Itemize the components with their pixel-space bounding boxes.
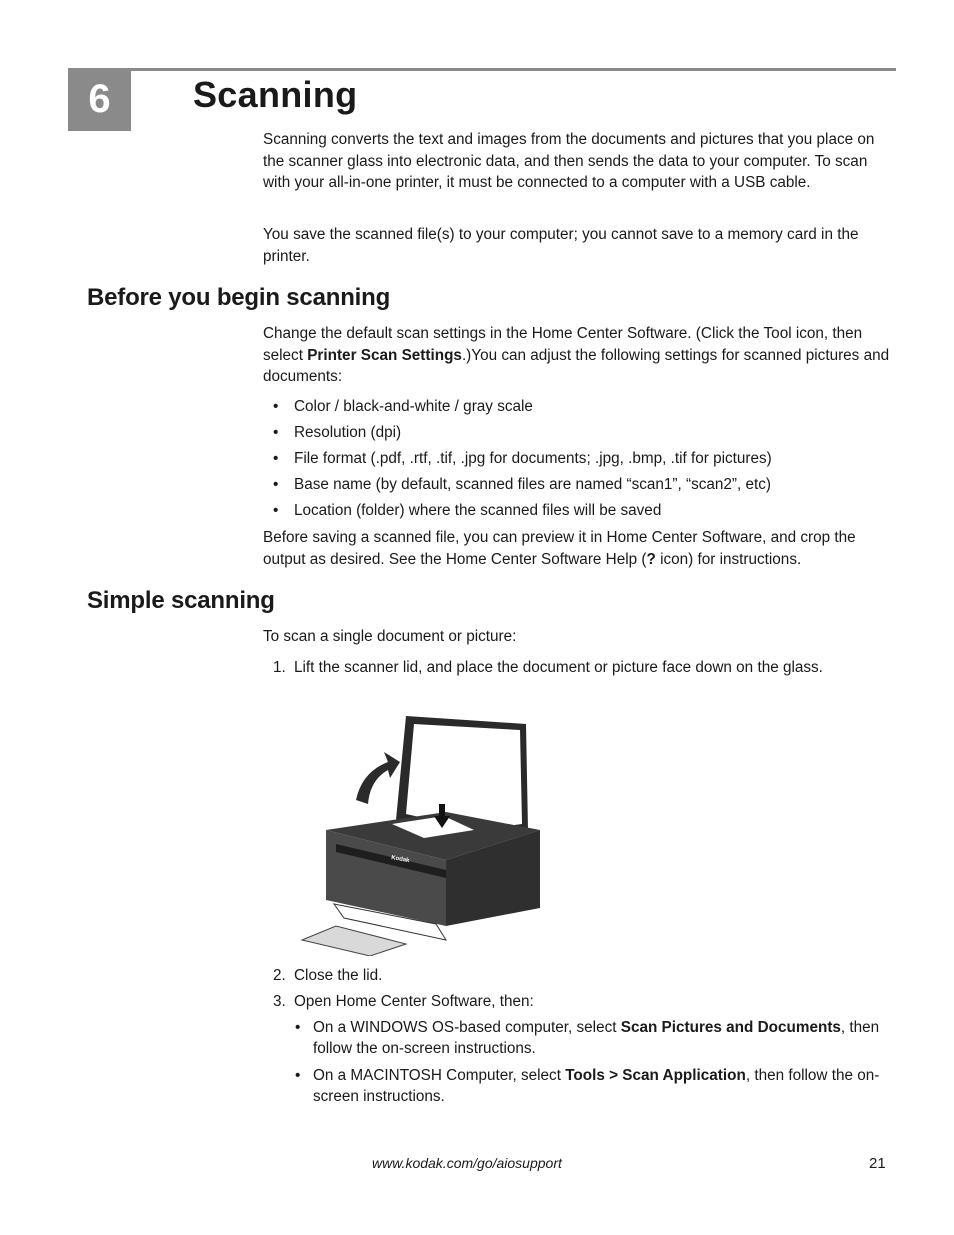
help-icon-label: ? bbox=[646, 550, 656, 568]
list-item bbox=[294, 1065, 897, 1108]
lift-arrow-icon bbox=[356, 752, 400, 804]
step-list-2 bbox=[263, 965, 897, 1113]
list-item bbox=[294, 1017, 897, 1060]
chapter-number-badge bbox=[68, 68, 131, 131]
page-number: 21 bbox=[869, 1155, 886, 1172]
list-item: • Location (folder) where the scanned files will be saved bbox=[263, 500, 897, 522]
step-text: Close the lid. bbox=[294, 967, 383, 984]
chapter-number: 6 bbox=[88, 77, 111, 121]
before-p2-end: icon) for instructions. bbox=[655, 550, 802, 568]
scan-settings-list bbox=[263, 396, 897, 526]
paper-tray bbox=[302, 926, 406, 956]
before-p1-end: .)You can adjust the following settings for scanned pictures and documents: bbox=[263, 346, 890, 385]
step-item bbox=[263, 657, 897, 679]
step-list-1 bbox=[263, 657, 897, 683]
step-item bbox=[263, 965, 897, 987]
scanner-illustration bbox=[296, 712, 548, 956]
sub-text: On a MACINTOSH Computer, select bbox=[313, 1066, 566, 1084]
sub-text: , then follow the on-screen instructions. bbox=[313, 1066, 880, 1105]
step-text: Lift the scanner lid, and place the document or picture face down on the glass. bbox=[294, 659, 823, 676]
before-p2-start: Before saving a scanned file, you can preview it in Home Center Software, and crop the output as desired. See the Home Center Software Help ( bbox=[263, 529, 856, 568]
list-item: • Base name (by default, scanned files are named “scan1”, “scan2”, etc) bbox=[263, 474, 897, 496]
scan-pictures-documents-label: Scan Pictures and Documents bbox=[620, 1018, 841, 1036]
down-arrow-shaft bbox=[439, 804, 445, 818]
chapter-title: Scanning bbox=[193, 74, 358, 115]
simple-intro: To scan a single document or picture: bbox=[263, 628, 517, 645]
printer-scan-settings-label: Printer Scan Settings bbox=[307, 346, 462, 364]
intro-paragraph-2: You save the scanned file(s) to your computer; you cannot save to a memory card in the printer. bbox=[263, 226, 859, 265]
footer-url: www.kodak.com/go/aiosupport bbox=[372, 1155, 562, 1171]
list-item: • Color / black-and-white / gray scale bbox=[263, 396, 897, 418]
step-number: 3. bbox=[273, 993, 286, 1010]
step-number: 1. bbox=[273, 659, 286, 676]
list-item: • Resolution (dpi) bbox=[263, 422, 897, 444]
chapter-top-rule bbox=[68, 68, 896, 71]
tools-scan-application-label: Tools > Scan Application bbox=[565, 1066, 746, 1084]
before-p1-start: Change the default scan settings in the Home Center Software. (Click the Tool icon, then select bbox=[263, 325, 863, 364]
intro-paragraph-1: Scanning converts the text and images from the documents and pictures that you place on the scanner glass into electronic data, and then sends the data to your computer. To scan with your all-in-one printer, it must be connected to a computer with a USB cable. bbox=[263, 131, 875, 191]
list-item: • File format (.pdf, .rtf, .tif, .jpg for documents; .jpg, .bmp, .tif for pictures) bbox=[263, 448, 897, 470]
section-heading-simple-scanning: Simple scanning bbox=[87, 587, 275, 614]
brand-logo: Kodak bbox=[390, 855, 410, 865]
section-heading-before-scanning: Before you begin scanning bbox=[87, 284, 391, 311]
step-number: 2. bbox=[273, 967, 286, 984]
scanner-lid-glass bbox=[406, 724, 522, 830]
before-paragraph-2 bbox=[263, 527, 897, 570]
sub-text: , then follow the on-screen instructions. bbox=[313, 1018, 880, 1057]
os-instructions-list bbox=[294, 1017, 897, 1108]
before-paragraph-1 bbox=[263, 323, 897, 388]
step-text: Open Home Center Software, then: bbox=[294, 993, 534, 1010]
step-item bbox=[263, 991, 897, 1108]
sub-text: On a WINDOWS OS-based computer, select bbox=[313, 1018, 621, 1036]
